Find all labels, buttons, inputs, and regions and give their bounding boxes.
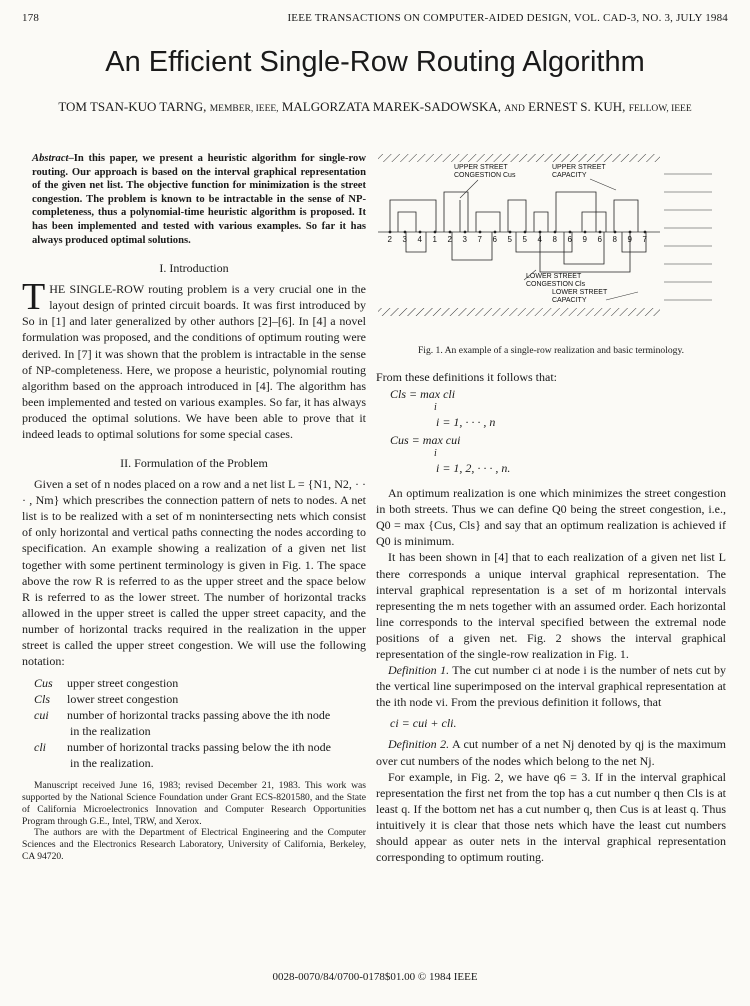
footnote-affiliation: The authors are with the Department of Electrical Engineering and the Computer Sciences and the Electronics Research Laboratory, University of California, Berkeley, CA 94720. — [22, 827, 366, 862]
node-label: 3 — [402, 235, 407, 244]
figure-1-diagram — [376, 152, 716, 328]
node-dot — [584, 231, 587, 234]
label-upper-congestion: UPPER STREET — [454, 164, 508, 171]
node-dot — [479, 231, 482, 234]
interval-paragraph: It has been shown in [4] that to each realization of a given net list L there corresponds a unique interval graphical representation. The interval graphical representation is a set of m horizontal intervals representing the m nets together with an assumed order. Each horizontal line corresponds to the interval specified between the extremal node positions of a given net. Fig. 2 shows the interval graphical representation of the single-row realization in Fig. 1. — [376, 550, 726, 662]
node-label: 6 — [567, 235, 572, 244]
definitions-lead: From these definitions it follows that: — [376, 370, 557, 384]
intro-paragraph — [22, 276, 366, 442]
equation-cus — [376, 431, 726, 449]
node-label: 2 — [447, 235, 452, 244]
notation-symbol: cui — [34, 708, 49, 723]
figure-1-caption: Fig. 1. An example of a single-row realization and basic terminology. — [417, 345, 685, 356]
abstract — [22, 152, 366, 247]
definition-2-text: A cut number of a net Nj denoted by qj is the maximum over cut numbers of the nodes which belong to the net Nj. — [376, 737, 726, 768]
right-column — [376, 152, 726, 865]
node-dot — [464, 231, 467, 234]
section-heading-formulation: II. Formulation of the Problem — [120, 456, 268, 471]
journal-name: IEEE TRANSACTIONS ON COMPUTER-AIDED DESIGN, VOL. CAD-3, NO. 3, JULY 1984 — [287, 12, 728, 24]
optimum-paragraph: An optimum realization is one which minimizes the street congestion in both streets. Thus we can define Q0 being the street congestion, i.e., Q0 = max {Cus, Cls} and say that an optimum realization is achieved if Q0 is minimum. — [376, 486, 726, 549]
notation-list — [34, 675, 366, 771]
notation-desc: number of horizontal tracks passing above the ith node — [67, 708, 331, 723]
label-upper-congestion-2: CONGESTION Cus — [454, 172, 516, 179]
figure-margin-lines — [664, 174, 712, 300]
section-heading-intro: I. Introduction — [159, 261, 229, 276]
notation-symbol: Cus — [34, 676, 53, 691]
node-label: 5 — [507, 235, 512, 244]
node-labels — [388, 231, 648, 244]
upper-nets — [390, 192, 638, 232]
equation-cls-sub: i — [434, 402, 437, 414]
node-label: 6 — [597, 235, 602, 244]
definition-1-text: The cut number ci at node i is the number of nets cut by the vertical line superimposed on the interval graphical representation at the ith node vi. From the previous definition it follows, that — [376, 663, 726, 710]
node-dot — [644, 231, 647, 234]
node-label: 1 — [432, 235, 437, 244]
notation-desc: lower street congestion — [67, 692, 179, 707]
footnote — [22, 780, 366, 863]
example-paragraph: For example, in Fig. 2, we have q6 = 3. If in the interval graphical representation the first net from the top has a cut number q then Cls is at least q. If the bottom net has a cut number q, then Cus is at least q. Thus intuitively it is clear that those nets which have the least cut numbers should appear as outer nets in the interval graphical representation corresponding to optimum routing. — [376, 769, 726, 865]
notation-item — [34, 675, 366, 691]
author-3-role: FELLOW, IEEE — [628, 104, 692, 114]
node-label: 2 — [387, 235, 392, 244]
label-lower-capacity-2: CAPACITY — [552, 297, 587, 304]
author-1: TOM TSAN-KUO TARNG, — [58, 99, 207, 114]
definition-2-label: Definition 2. — [388, 737, 450, 752]
author-2: MALGORZATA MAREK-SADOWSKA, — [281, 99, 502, 114]
definition-1-label: Definition 1. — [388, 663, 450, 678]
node-dot — [389, 231, 392, 234]
node-label: 8 — [612, 235, 617, 244]
node-label: 6 — [492, 235, 497, 244]
left-column — [22, 152, 366, 863]
equation-cus-sub: i — [434, 448, 437, 460]
node-dot — [524, 231, 527, 234]
abstract-label: Abstract — [32, 153, 69, 164]
node-dot — [509, 231, 512, 234]
equation-cus-text: Cus = max cui — [390, 433, 461, 448]
node-label: 4 — [537, 235, 542, 244]
node-dot — [494, 231, 497, 234]
equation-cus-range: i = 1, 2, · · · , n. — [436, 461, 511, 476]
lower-boundary — [378, 308, 660, 316]
label-lower-congestion: LOWER STREET — [526, 273, 582, 280]
node-label: 9 — [582, 235, 587, 244]
page-number: 178 — [22, 12, 40, 24]
node-label: 7 — [477, 235, 482, 244]
equation-cut: ci = cui + cli. — [390, 716, 457, 731]
node-dot — [419, 231, 422, 234]
paper-title: An Efficient Single-Row Routing Algorithm — [105, 46, 645, 78]
node-dot — [599, 231, 602, 234]
notation-desc: upper street congestion — [67, 676, 179, 691]
notation-cont: in the realization — [70, 724, 151, 739]
copyright-footer: 0028-0070/84/0700-0178$01.00 © 1984 IEEE — [272, 971, 478, 983]
footnote-manuscript: Manuscript received June 16, 1983; revised December 21, 1983. This work was supported by the National Science Foundation under Grant ECS-8201580, and the State of California Microelectronics Innovation and Computer Research Opportunities Program through G.E., Intel, TRW, and Xerox. — [22, 780, 366, 827]
equation-cls-text: Cls = max cli — [390, 387, 456, 402]
node-label: 7 — [642, 235, 647, 244]
node-dot — [434, 231, 437, 234]
label-upper-capacity: UPPER STREET — [552, 164, 606, 171]
author-and: AND — [504, 104, 525, 114]
node-dot — [614, 231, 617, 234]
upper-boundary — [378, 154, 660, 162]
node-label: 8 — [552, 235, 557, 244]
notation-symbol: Cls — [34, 692, 51, 707]
node-dot — [539, 231, 542, 234]
notation-item — [34, 707, 366, 723]
node-dot — [569, 231, 572, 234]
notation-symbol: cli — [34, 740, 46, 755]
drop-cap: T — [22, 276, 46, 319]
notation-item — [34, 739, 366, 755]
node-dot — [629, 231, 632, 234]
author-3: ERNEST S. KUH, — [528, 99, 626, 114]
definition-1 — [376, 662, 726, 710]
node-label: 5 — [522, 235, 527, 244]
node-label: 9 — [627, 235, 632, 244]
notation-cont: in the realization. — [70, 756, 154, 771]
node-label: 4 — [417, 235, 422, 244]
notation-desc: number of horizontal tracks passing below the ith node — [67, 740, 331, 755]
label-upper-capacity-2: CAPACITY — [552, 172, 587, 179]
notation-item — [34, 691, 366, 707]
running-header — [22, 12, 728, 24]
equation-cls-range: i = 1, · · · , n — [436, 415, 496, 430]
node-label: 3 — [462, 235, 467, 244]
label-lower-congestion-2: CONGESTION Cls — [526, 281, 586, 288]
figure-labels — [454, 164, 608, 304]
equation-cls — [376, 385, 726, 403]
formulation-paragraph: Given a set of n nodes placed on a row and a net list L = {N1, N2, · · · , Nm} which prescribes the connection pattern of nets to nodes. A net list is to be realized with a set of m nonintersecting nets which consist of only horizontal and vertical paths connecting the nodes according to specification. An example showing a realization of a given net list together with some pertinent terminology is given in Fig. 1. The space above the row R is referred to as the upper street and the space below R is referred to as the lower street. The number of horizontal tracks allowed in the upper street is called the upper street capacity, and the number of horizontal tracks required in the realization in the upper street is called the upper street congestion. We will use the following notation: — [22, 477, 366, 669]
label-lower-capacity: LOWER STREET — [552, 289, 608, 296]
node-dot — [554, 231, 557, 234]
node-dot — [404, 231, 407, 234]
definition-2 — [376, 736, 726, 768]
author-1-role: MEMBER, IEEE, — [209, 104, 279, 114]
intro-text: HE SINGLE-ROW routing problem is a very crucial one in the layout design of printed circuit boards. It was first introduced by So in [1] and later generalized by other authors [2]–[6]. In [4] a novel formulation was proposed, and the conditions of optimum routing were derived. In [7] it was shown that the problem is intractable in the sense of NP-completeness. Here, we propose a heuristic, polynomial routing algorithm based on the approach introduced in [4]. The algorithm has been implemented and tested on various examples. So far, it has always produced the optimal solutions. We have been able to prove that it indeed leads to optimal solutions for some special cases. — [22, 282, 366, 441]
node-dot — [449, 231, 452, 234]
author-line — [0, 99, 750, 115]
abstract-text: –In this paper, we present a heuristic algorithm for single-row routing. Our approach is based on the interval graphical representation of the given net list. The objective function for minimization is the street congestion. The problem is known to be intractable in the sense of NP-completeness, thus a polynomial-time heuristic algorithm is proposed. It has been implemented and tested with various examples. So far it has always produced optimal solutions. — [32, 153, 366, 246]
